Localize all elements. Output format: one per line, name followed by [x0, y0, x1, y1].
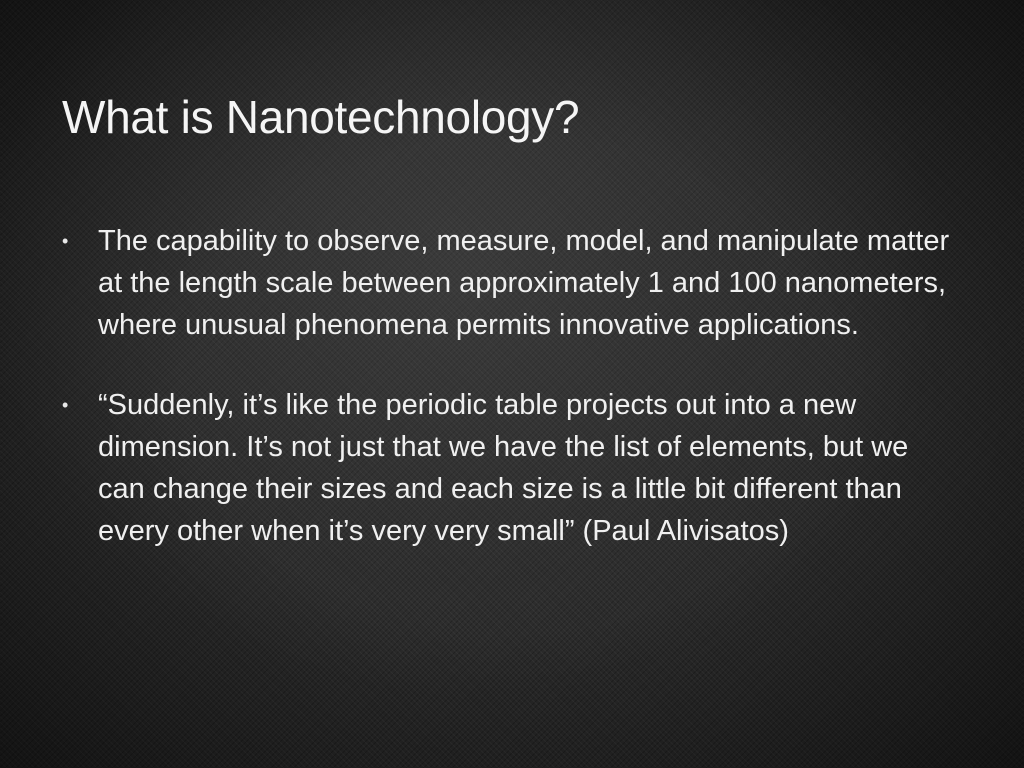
- bullet-item-definition: [62, 220, 962, 346]
- bullet-item-quote: [62, 384, 962, 552]
- bullet-list: [62, 220, 962, 590]
- bullet-text: The capability to observe, measure, model, and manipulate matter at the length scale between approximately 1 and 100 nanometers, where unusual phenomena permits innovative applications.: [98, 225, 950, 341]
- bullet-marker: •: [62, 231, 69, 251]
- slide-title: What is Nanotechnology?: [62, 91, 580, 143]
- bullet-text: “Suddenly, it’s like the periodic table projects out into a new dimension. It’s not just that we have the list of elements, but we can change their sizes and each size is a little bit different than every other when it’s very very small” (Paul Alivisatos): [98, 389, 909, 547]
- bullet-marker: •: [62, 395, 69, 415]
